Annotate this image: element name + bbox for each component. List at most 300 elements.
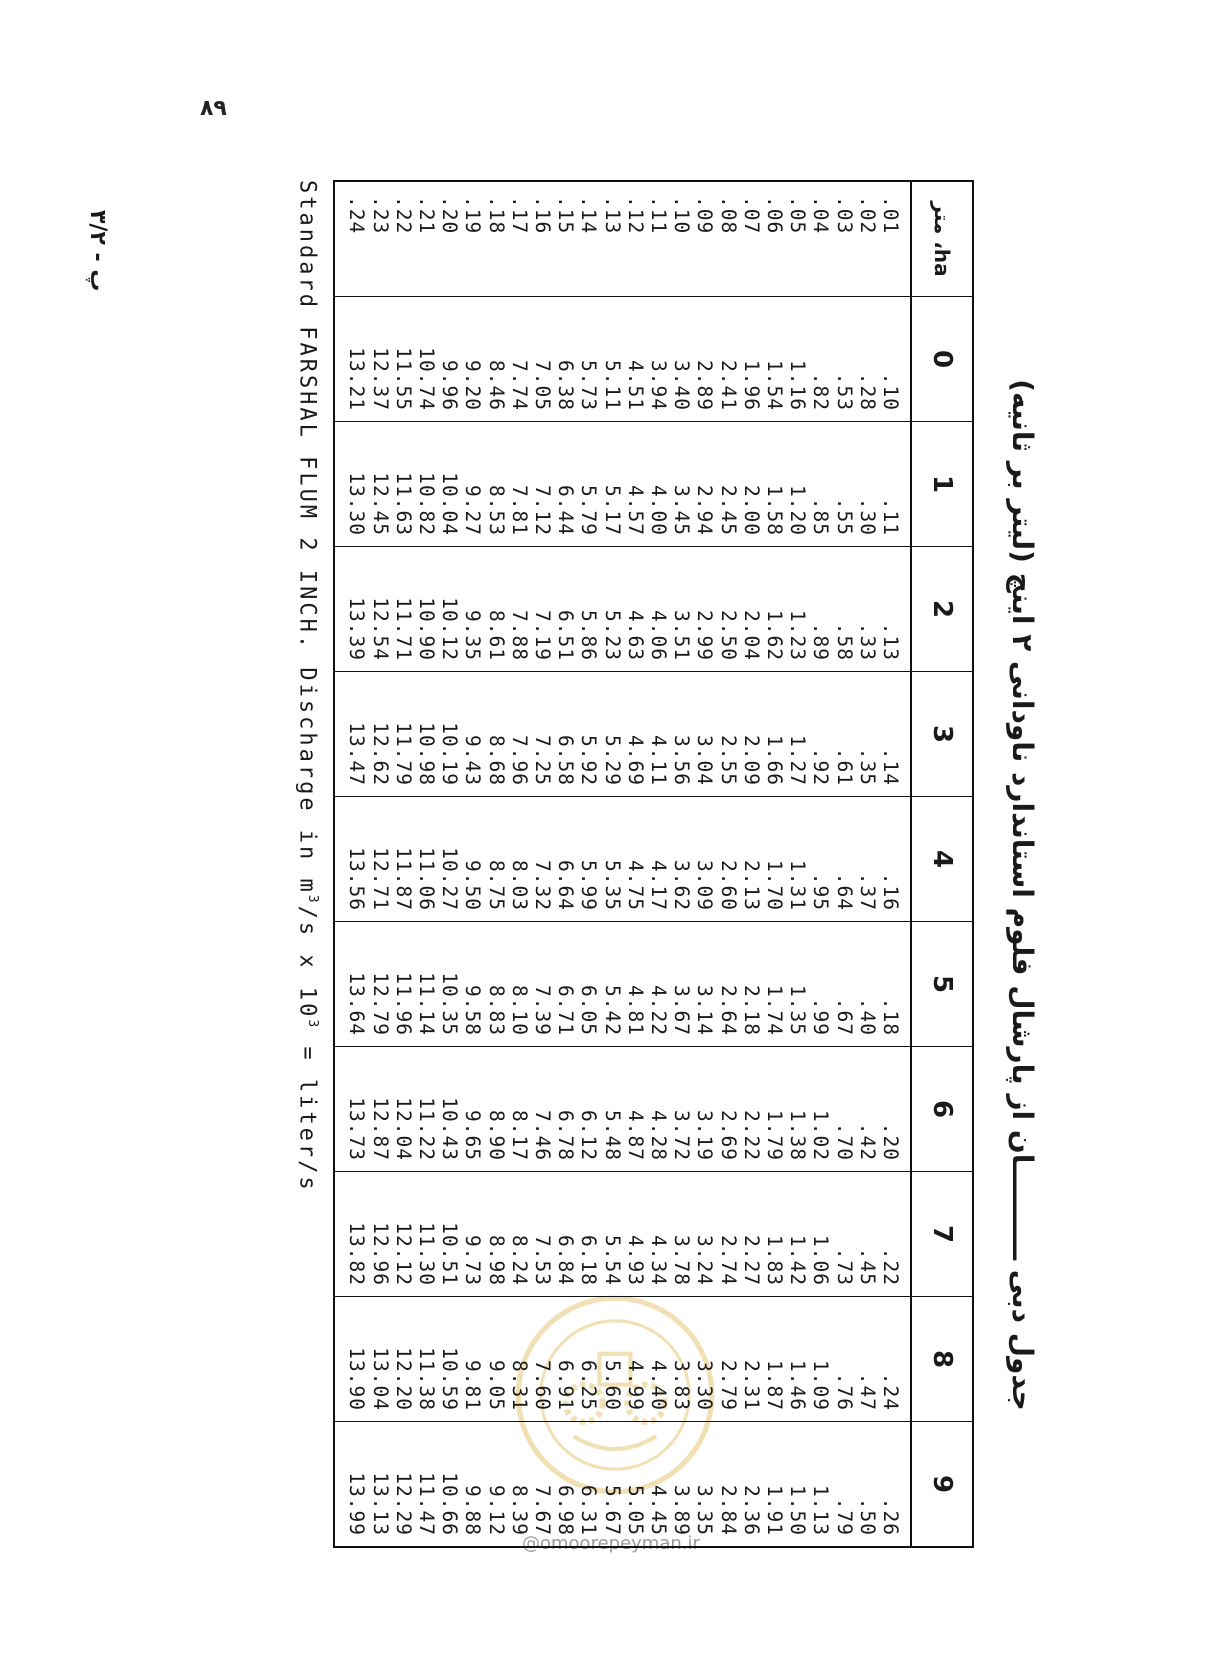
value-cell: 6.25	[577, 1360, 601, 1411]
header-col-6: 6	[911, 1047, 973, 1172]
value-cell: 7.60	[530, 1360, 554, 1411]
value-cell: 2.45	[716, 485, 740, 536]
value-cell: 7.46	[530, 1110, 554, 1161]
footer-caption: Standard FARSHAL FLUM 2 INCH.	[294, 180, 320, 652]
height-cell: .17	[507, 196, 531, 235]
value-cell: 3.04	[693, 735, 717, 786]
value-cell: 1.83	[762, 1235, 786, 1286]
header-col-3: 3	[911, 672, 973, 797]
value-cell: .14	[879, 747, 902, 786]
value-cell: 9.81	[461, 1360, 485, 1411]
discharge-table	[333, 180, 974, 1548]
value-column-9	[334, 1422, 911, 1548]
value-cell: 2.69	[716, 1110, 740, 1161]
height-cell: .21	[414, 196, 438, 235]
value-cell: 5.11	[600, 360, 624, 411]
value-cell: 4.63	[623, 610, 647, 661]
value-cell: 2.22	[739, 1110, 763, 1161]
units-exp1: 3	[305, 894, 320, 906]
value-cell: 4.40	[646, 1360, 670, 1411]
value-cell: 3.51	[670, 610, 694, 661]
height-cell: .18	[484, 196, 508, 235]
value-cell: 5.67	[600, 1485, 624, 1536]
value-cell: 2.84	[716, 1485, 740, 1536]
height-cell: .14	[577, 196, 601, 235]
value-cell: 5.17	[600, 485, 624, 536]
value-column-0	[334, 297, 911, 422]
value-cell: 10.66	[438, 1472, 462, 1536]
height-cell: .01	[879, 196, 902, 235]
value-cell: .99	[809, 997, 833, 1036]
value-cell: .40	[855, 997, 879, 1036]
value-cell: .64	[832, 872, 856, 911]
header-col-9: 9	[911, 1422, 973, 1548]
value-cell: 11.30	[414, 1222, 438, 1286]
header-col-4: 4	[911, 797, 973, 922]
value-cell: 7.39	[530, 985, 554, 1036]
value-column-8	[334, 1297, 911, 1422]
height-cell: .02	[855, 196, 879, 235]
value-cell: .85	[809, 497, 833, 536]
value-cell: 3.89	[670, 1485, 694, 1536]
height-cell: .05	[786, 196, 810, 235]
value-cell: 7.67	[530, 1485, 554, 1536]
value-cell: 2.55	[716, 735, 740, 786]
value-cell: 12.12	[391, 1222, 415, 1286]
value-cell: 13.73	[345, 1097, 369, 1161]
value-column-5	[334, 922, 911, 1047]
value-cell: 8.24	[507, 1235, 531, 1286]
value-cell: 5.92	[577, 735, 601, 786]
value-cell: .92	[809, 747, 833, 786]
value-cell: 12.29	[391, 1472, 415, 1536]
value-cell: 5.73	[577, 360, 601, 411]
height-cell: .03	[832, 196, 856, 235]
document-code: ۳/۲ - پ	[85, 210, 110, 292]
value-cell: 13.99	[345, 1472, 369, 1536]
value-cell: .42	[855, 1122, 879, 1161]
value-cell: 9.35	[461, 610, 485, 661]
value-cell: .33	[855, 622, 879, 661]
value-cell: 10.51	[438, 1222, 462, 1286]
value-cell: 8.68	[484, 735, 508, 786]
value-cell: 6.05	[577, 985, 601, 1036]
value-cell: 4.81	[623, 985, 647, 1036]
value-cell: 1.91	[762, 1485, 786, 1536]
table-container	[333, 180, 974, 1548]
value-cell: 3.78	[670, 1235, 694, 1286]
value-cell: .35	[855, 747, 879, 786]
value-cell: 6.71	[554, 985, 578, 1036]
value-column-7	[334, 1172, 911, 1297]
value-cell: 1.54	[762, 360, 786, 411]
value-cell: 1.20	[786, 485, 810, 536]
value-cell: 8.17	[507, 1110, 531, 1161]
value-cell: 9.88	[461, 1485, 485, 1536]
height-cell: .20	[438, 196, 462, 235]
value-cell: 10.43	[438, 1097, 462, 1161]
value-cell: 8.03	[507, 860, 531, 911]
value-cell: 11.87	[391, 847, 415, 911]
value-cell: 3.35	[693, 1485, 717, 1536]
value-cell: 6.12	[577, 1110, 601, 1161]
value-cell: 3.45	[670, 485, 694, 536]
height-cell: .23	[368, 196, 392, 235]
value-cell: .76	[832, 1372, 856, 1411]
value-cell: 10.59	[438, 1347, 462, 1411]
value-cell: 1.79	[762, 1110, 786, 1161]
value-cell: 10.04	[438, 472, 462, 536]
value-cell: 13.56	[345, 847, 369, 911]
value-cell: 5.54	[600, 1235, 624, 1286]
value-cell: 1.09	[809, 1360, 833, 1411]
value-cell: 4.93	[623, 1235, 647, 1286]
value-cell: 11.06	[414, 847, 438, 911]
units-suffix: = liter/s	[294, 1030, 320, 1193]
value-cell: 4.69	[623, 735, 647, 786]
value-cell: 9.50	[461, 860, 485, 911]
value-cell: 1.35	[786, 985, 810, 1036]
value-cell: 2.36	[739, 1485, 763, 1536]
header-height: ha، متر	[911, 181, 973, 297]
value-cell: .13	[879, 622, 902, 661]
value-cell: 12.87	[368, 1097, 392, 1161]
page-number: ۸۹	[200, 96, 227, 121]
value-cell: 9.43	[461, 735, 485, 786]
value-cell: .10	[879, 372, 902, 411]
value-cell: 7.05	[530, 360, 554, 411]
value-cell: 9.12	[484, 1485, 508, 1536]
value-cell: 13.82	[345, 1222, 369, 1286]
value-cell: 9.58	[461, 985, 485, 1036]
value-cell: .16	[879, 872, 902, 911]
value-cell: 8.53	[484, 485, 508, 536]
value-cell: 11.79	[391, 722, 415, 786]
height-cell: .15	[554, 196, 578, 235]
value-cell: 7.25	[530, 735, 554, 786]
value-cell: 2.09	[739, 735, 763, 786]
value-cell: 2.99	[693, 610, 717, 661]
value-cell: 3.24	[693, 1235, 717, 1286]
value-cell: 2.94	[693, 485, 717, 536]
value-cell: .30	[855, 497, 879, 536]
header-col-7: 7	[911, 1172, 973, 1297]
value-cell: .67	[832, 997, 856, 1036]
value-cell: .58	[832, 622, 856, 661]
value-cell: 2.00	[739, 485, 763, 536]
value-cell: .50	[855, 1497, 879, 1536]
value-cell: 5.99	[577, 860, 601, 911]
table-title: جدول دبی ــــــــــان از پارشال فلوم استاندارد ناودانی ۲ اینچ (لیتر بر ثانیه)	[1006, 379, 1039, 1411]
value-cell: 1.23	[786, 610, 810, 661]
height-cell: .22	[391, 196, 415, 235]
value-cell: 11.47	[414, 1472, 438, 1536]
value-cell: 3.09	[693, 860, 717, 911]
value-cell: 2.18	[739, 985, 763, 1036]
value-cell: 4.34	[646, 1235, 670, 1286]
value-cell: 2.41	[716, 360, 740, 411]
value-cell: 3.14	[693, 985, 717, 1036]
header-col-5: 5	[911, 922, 973, 1047]
value-cell: .26	[879, 1497, 902, 1536]
value-cell: .61	[832, 747, 856, 786]
header-col-0: 0	[911, 297, 973, 422]
value-cell: 11.38	[414, 1347, 438, 1411]
value-cell: 12.54	[368, 597, 392, 661]
watermark-url: @omoorepeyman.ir	[522, 1533, 700, 1554]
value-cell: .22	[879, 1247, 902, 1286]
height-cell: .07	[739, 196, 763, 235]
value-cell: 2.04	[739, 610, 763, 661]
value-cell: 1.13	[809, 1485, 833, 1536]
value-cell: 11.55	[391, 347, 415, 411]
height-cell: .04	[809, 196, 833, 235]
value-cell: 5.23	[600, 610, 624, 661]
value-column-2	[334, 547, 911, 672]
value-cell: 12.37	[368, 347, 392, 411]
value-cell: 4.00	[646, 485, 670, 536]
value-cell: 4.51	[623, 360, 647, 411]
value-cell: 4.57	[623, 485, 647, 536]
rotated-table-page	[272, 180, 1052, 1610]
value-cell: 8.46	[484, 360, 508, 411]
value-cell: 7.96	[507, 735, 531, 786]
height-cell: .09	[693, 196, 717, 235]
value-cell: 5.79	[577, 485, 601, 536]
value-cell: 6.91	[554, 1360, 578, 1411]
value-cell: 12.62	[368, 722, 392, 786]
value-cell: 12.96	[368, 1222, 392, 1286]
value-cell: 9.27	[461, 485, 485, 536]
value-cell: 4.17	[646, 860, 670, 911]
value-cell: .47	[855, 1372, 879, 1411]
header-row	[911, 181, 973, 1547]
value-cell: 12.71	[368, 847, 392, 911]
value-cell: 7.88	[507, 610, 531, 661]
value-cell: .89	[809, 622, 833, 661]
value-cell: 3.30	[693, 1360, 717, 1411]
value-cell: 3.40	[670, 360, 694, 411]
value-column-4	[334, 797, 911, 922]
value-cell: 6.78	[554, 1110, 578, 1161]
value-cell: 8.90	[484, 1110, 508, 1161]
value-cell: 12.79	[368, 972, 392, 1036]
value-cell: 1.87	[762, 1360, 786, 1411]
value-cell: .28	[855, 372, 879, 411]
value-cell: .11	[879, 497, 902, 536]
value-cell: .45	[855, 1247, 879, 1286]
value-cell: 5.86	[577, 610, 601, 661]
height-cell: .08	[716, 196, 740, 235]
value-cell: 8.83	[484, 985, 508, 1036]
header-col-2: 2	[911, 547, 973, 672]
value-cell: 2.50	[716, 610, 740, 661]
value-cell: 8.10	[507, 985, 531, 1036]
value-cell: 7.74	[507, 360, 531, 411]
value-cell: 7.12	[530, 485, 554, 536]
value-cell: 8.61	[484, 610, 508, 661]
value-cell: 8.98	[484, 1235, 508, 1286]
value-cell: .70	[832, 1122, 856, 1161]
value-cell: 4.99	[623, 1360, 647, 1411]
value-cell: 2.74	[716, 1235, 740, 1286]
value-cell: 1.62	[762, 610, 786, 661]
value-cell: 13.47	[345, 722, 369, 786]
value-cell: 12.20	[391, 1347, 415, 1411]
value-cell: 13.30	[345, 472, 369, 536]
height-cell: .24	[345, 196, 369, 235]
value-cell: 3.67	[670, 985, 694, 1036]
value-cell: 3.62	[670, 860, 694, 911]
value-cell: 3.56	[670, 735, 694, 786]
value-cell: .18	[879, 997, 902, 1036]
value-cell: 1.02	[809, 1110, 833, 1161]
value-cell: 6.44	[554, 485, 578, 536]
value-cell: 3.72	[670, 1110, 694, 1161]
value-cell: .20	[879, 1122, 902, 1161]
value-cell: 4.45	[646, 1485, 670, 1536]
value-cell: 1.16	[786, 360, 810, 411]
value-cell: 4.06	[646, 610, 670, 661]
value-cell: 1.96	[739, 360, 763, 411]
header-col-1: 1	[911, 422, 973, 547]
value-cell: .53	[832, 372, 856, 411]
value-cell: 9.65	[461, 1110, 485, 1161]
value-cell: 2.89	[693, 360, 717, 411]
value-cell: 4.28	[646, 1110, 670, 1161]
value-cell: 1.31	[786, 860, 810, 911]
value-cell: 2.64	[716, 985, 740, 1036]
value-cell: .24	[879, 1372, 902, 1411]
value-cell: 1.42	[786, 1235, 810, 1286]
value-cell: 9.20	[461, 360, 485, 411]
units-exp2: 3	[305, 1019, 320, 1031]
value-cell: 5.42	[600, 985, 624, 1036]
value-column-3	[334, 672, 911, 797]
value-cell: 10.19	[438, 722, 462, 786]
value-cell: 7.81	[507, 485, 531, 536]
value-cell: 3.83	[670, 1360, 694, 1411]
value-cell: 12.45	[368, 472, 392, 536]
value-cell: 6.51	[554, 610, 578, 661]
value-cell: 5.48	[600, 1110, 624, 1161]
value-cell: .55	[832, 497, 856, 536]
height-cell: .16	[530, 196, 554, 235]
value-cell: 2.31	[739, 1360, 763, 1411]
value-cell: 1.46	[786, 1360, 810, 1411]
value-cell: 2.79	[716, 1360, 740, 1411]
value-cell: .73	[832, 1247, 856, 1286]
value-cell: 11.96	[391, 972, 415, 1036]
value-cell: 10.74	[414, 347, 438, 411]
value-cell: 13.21	[345, 347, 369, 411]
value-cell: 11.14	[414, 972, 438, 1036]
value-cell: 5.29	[600, 735, 624, 786]
value-cell: 2.27	[739, 1235, 763, 1286]
height-cell: .06	[762, 196, 786, 235]
value-cell: 9.73	[461, 1235, 485, 1286]
value-cell: 10.90	[414, 597, 438, 661]
value-cell: 8.31	[507, 1360, 531, 1411]
value-cell: 10.98	[414, 722, 438, 786]
value-cell: .79	[832, 1497, 856, 1536]
value-cell: 12.04	[391, 1097, 415, 1161]
value-cell: 4.22	[646, 985, 670, 1036]
value-cell: 2.13	[739, 860, 763, 911]
value-cell: 6.18	[577, 1235, 601, 1286]
value-cell: 1.06	[809, 1235, 833, 1286]
value-cell: 1.70	[762, 860, 786, 911]
value-cell: 1.74	[762, 985, 786, 1036]
height-cell: .12	[623, 196, 647, 235]
value-cell: 9.96	[438, 360, 462, 411]
value-cell: 7.32	[530, 860, 554, 911]
value-cell: 5.05	[623, 1485, 647, 1536]
value-cell: 4.75	[623, 860, 647, 911]
header-col-8: 8	[911, 1297, 973, 1422]
value-cell: 2.60	[716, 860, 740, 911]
value-cell: 1.66	[762, 735, 786, 786]
value-cell: 6.84	[554, 1235, 578, 1286]
table-body-row	[334, 181, 911, 1547]
value-cell: 4.11	[646, 735, 670, 786]
value-cell: 13.90	[345, 1347, 369, 1411]
value-cell: 6.64	[554, 860, 578, 911]
value-cell: 3.19	[693, 1110, 717, 1161]
value-cell: .82	[809, 372, 833, 411]
value-cell: 1.38	[786, 1110, 810, 1161]
value-column-1	[334, 422, 911, 547]
value-column-6	[334, 1047, 911, 1172]
value-cell: 5.60	[600, 1360, 624, 1411]
height-column	[334, 181, 911, 297]
table-footer	[295, 180, 320, 1193]
value-cell: 8.39	[507, 1485, 531, 1536]
height-cell: .10	[670, 196, 694, 235]
units-mid: /s x 10	[294, 905, 320, 1020]
height-cell: .13	[600, 196, 624, 235]
value-cell: 13.39	[345, 597, 369, 661]
value-cell: 6.31	[577, 1485, 601, 1536]
value-cell: 6.38	[554, 360, 578, 411]
value-cell: 6.58	[554, 735, 578, 786]
value-cell: 7.53	[530, 1235, 554, 1286]
height-cell: .11	[646, 196, 670, 235]
value-cell: 9.05	[484, 1360, 508, 1411]
value-cell: 13.04	[368, 1347, 392, 1411]
value-cell: 10.27	[438, 847, 462, 911]
value-cell: 3.94	[646, 360, 670, 411]
value-cell: 4.87	[623, 1110, 647, 1161]
value-cell: 6.98	[554, 1485, 578, 1536]
value-cell: 10.82	[414, 472, 438, 536]
value-cell: 13.13	[368, 1472, 392, 1536]
height-cell: .19	[461, 196, 485, 235]
value-cell: 7.19	[530, 610, 554, 661]
value-cell: 5.35	[600, 860, 624, 911]
value-cell: 1.27	[786, 735, 810, 786]
value-cell: 11.22	[414, 1097, 438, 1161]
value-cell: 10.12	[438, 597, 462, 661]
value-cell: 8.75	[484, 860, 508, 911]
value-cell: .37	[855, 872, 879, 911]
units-prefix: Discharge in m	[294, 667, 320, 895]
value-cell: 11.71	[391, 597, 415, 661]
value-cell: 11.63	[391, 472, 415, 536]
value-cell: 10.35	[438, 972, 462, 1036]
value-cell: 1.58	[762, 485, 786, 536]
value-cell: 1.50	[786, 1485, 810, 1536]
